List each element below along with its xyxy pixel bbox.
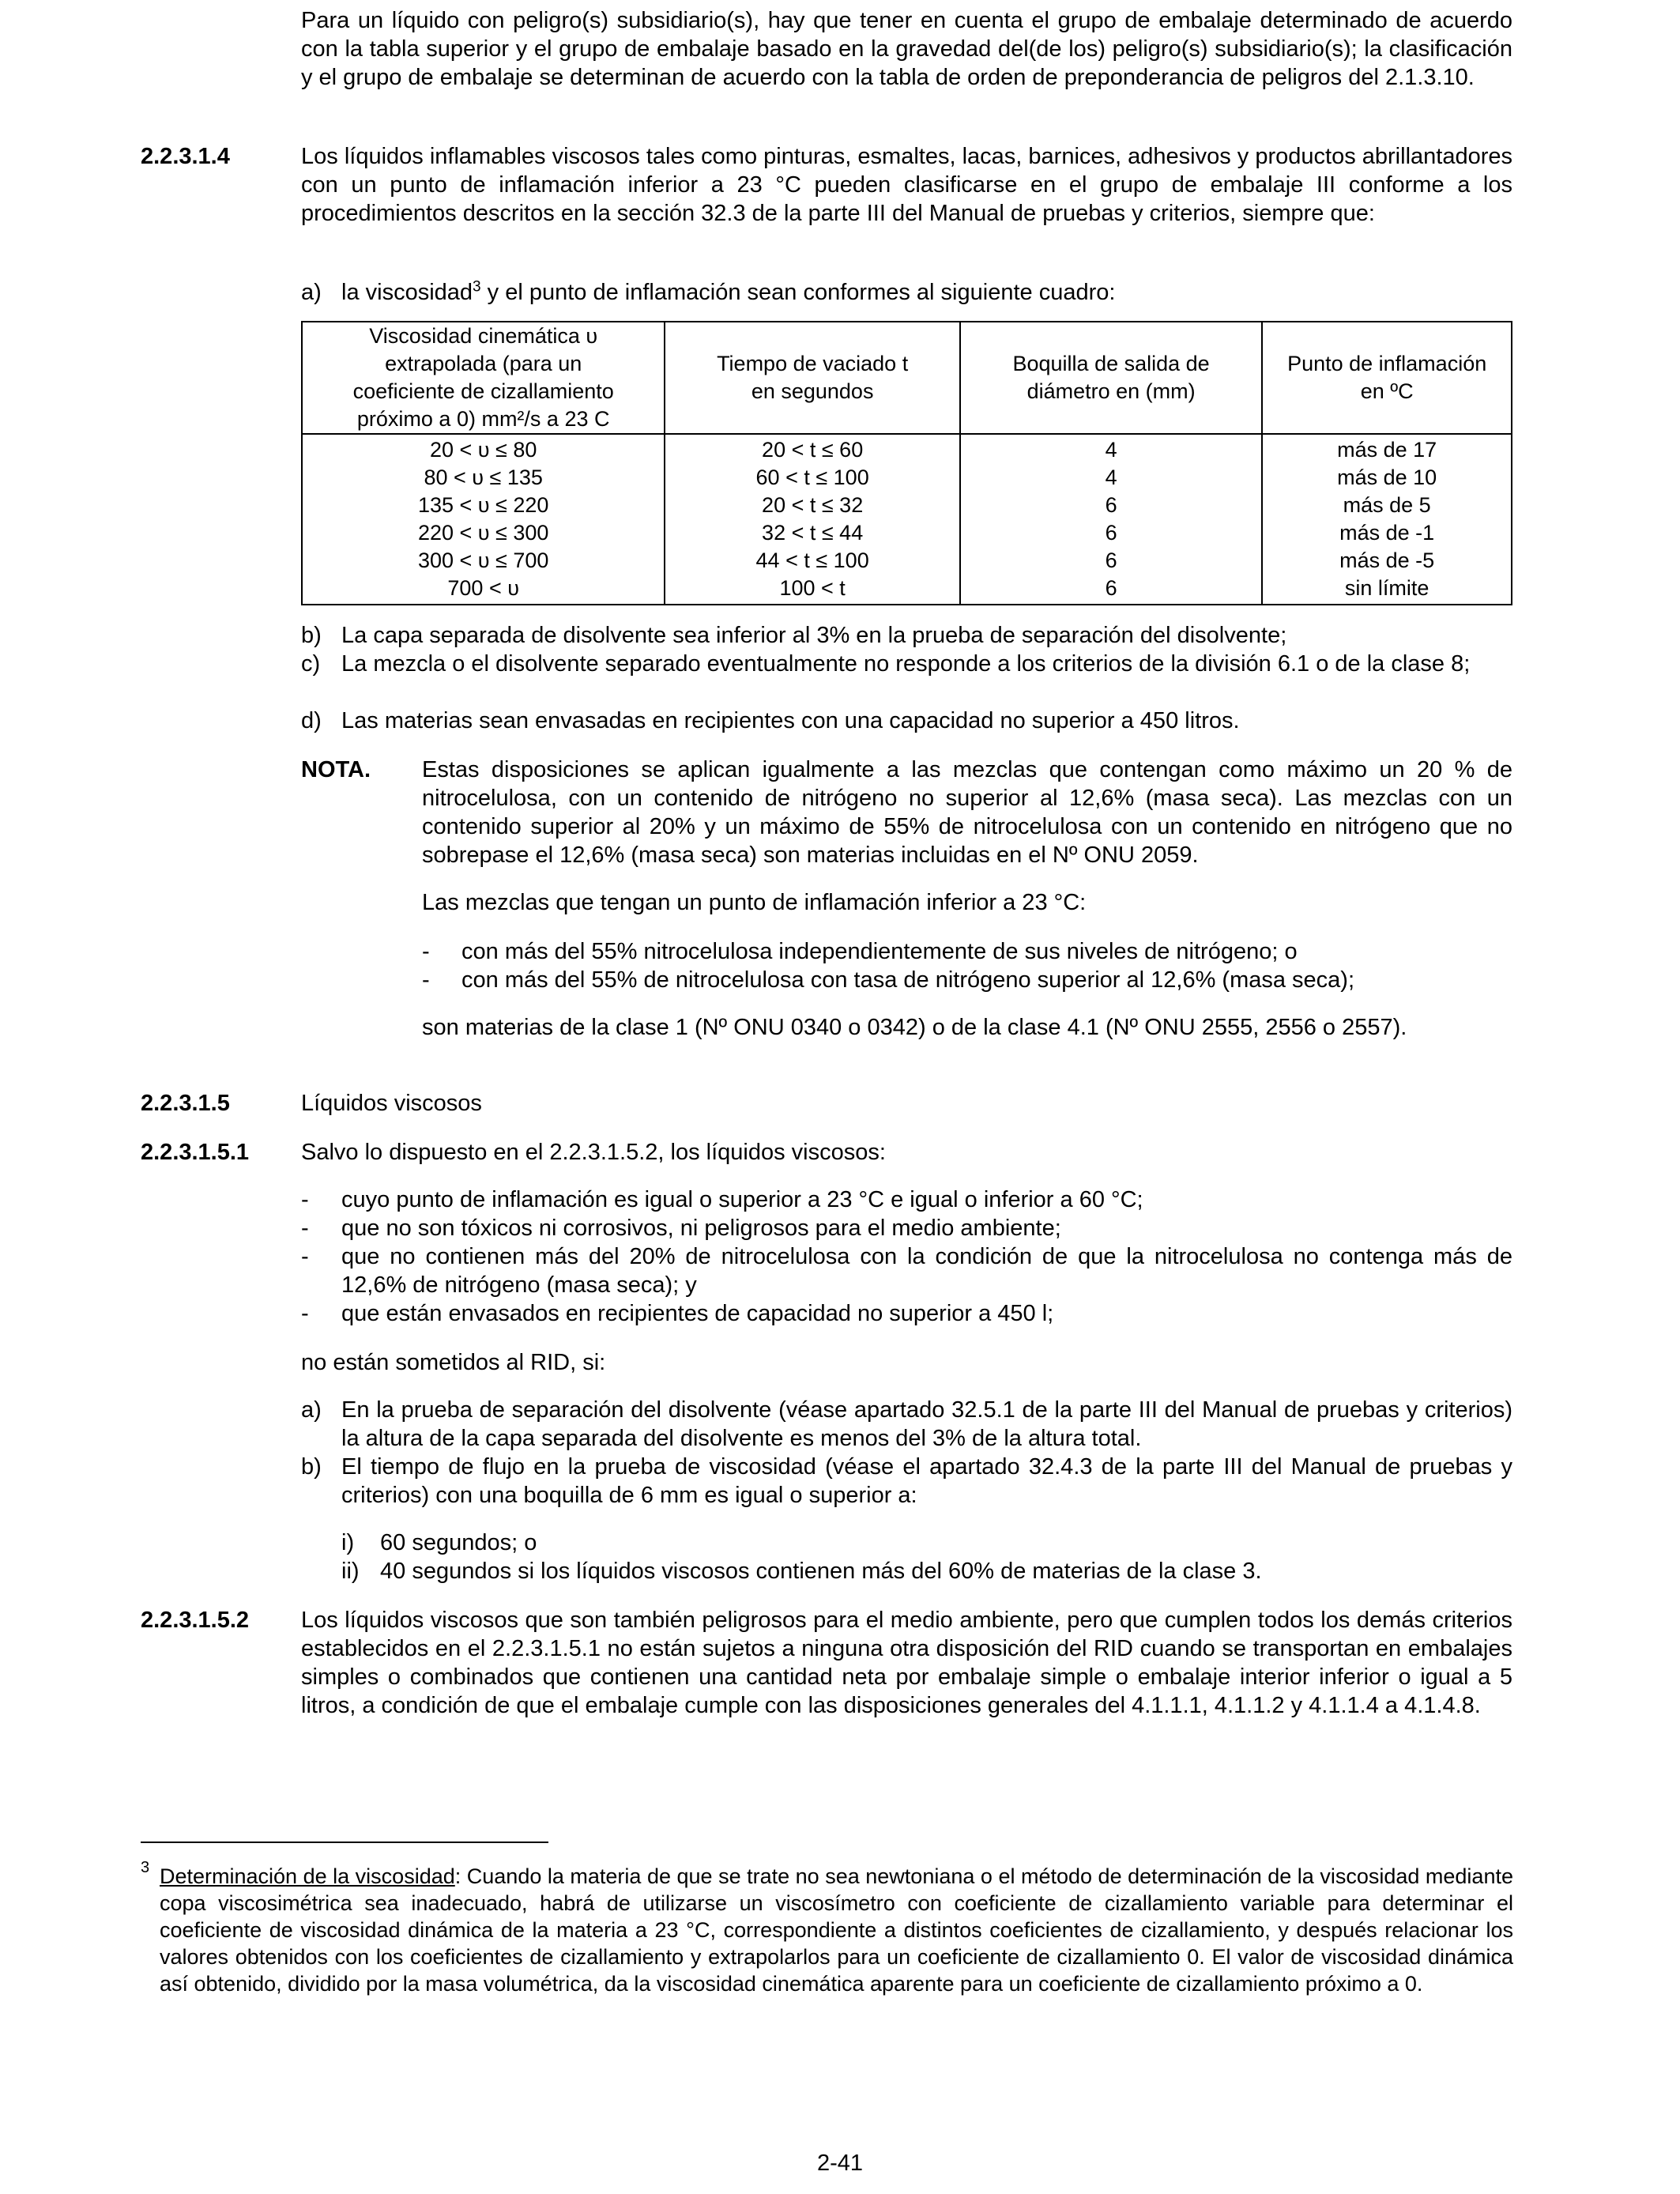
s51-sub-ii-marker: ii) bbox=[341, 1559, 360, 1584]
s51-dash-3: que no contienen más del 20% de nitrocelulosa con la condición de que la nitrocelulosa no contenga más de 12,6% de nitrógeno (masa seca); y bbox=[341, 1244, 1512, 1298]
section-number-2-2-3-1-4: 2.2.3.1.4 bbox=[141, 144, 230, 169]
s51-item-b-marker: b) bbox=[301, 1454, 322, 1480]
nozzle-values: 4 4 6 6 6 6 bbox=[960, 434, 1262, 605]
table-header-row bbox=[302, 322, 1512, 434]
s51-dash-4: que están envasados en recipientes de capacidad no superior a 450 l; bbox=[341, 1301, 1054, 1326]
page-number: 2-41 bbox=[816, 2151, 864, 2176]
flow-time-values: 20 < t ≤ 60 60 < t ≤ 100 20 < t ≤ 32 32 < t ≤ 44 44 < t ≤ 100 100 < t bbox=[665, 434, 959, 605]
header-flow-time: Tiempo de vaciado t en segundos bbox=[665, 322, 959, 434]
s51-sub-i-text: 60 segundos; o bbox=[380, 1530, 537, 1555]
s51-dash-2: que no son tóxicos ni corrosivos, ni peligrosos para el medio ambiente; bbox=[341, 1216, 1061, 1241]
item-b-text: La capa separada de disolvente sea inferior al 3% en la prueba de separación del disolvente; bbox=[341, 623, 1287, 648]
viscosity-table bbox=[301, 321, 1512, 605]
footnote-title: Determinación de la viscosidad bbox=[160, 1864, 455, 1888]
nota-paragraph-3: son materias de la clase 1 (Nº ONU 0340 o 0342) o de la clase 4.1 (Nº ONU 2555, 2556 o 2557). bbox=[422, 1015, 1407, 1040]
item-a-marker: a) bbox=[301, 280, 322, 305]
nota-label: NOTA. bbox=[301, 757, 371, 782]
s51-item-a-marker: a) bbox=[301, 1397, 322, 1423]
s51-item-b-text: El tiempo de flujo en la prueba de viscosidad (véase el apartado 32.4.3 de la parte III del Manual de pruebas y criterios) con una boquilla de 6 mm es igual o superior a: bbox=[341, 1454, 1512, 1508]
footnote-rule bbox=[141, 1842, 548, 1843]
s51-dash-4-marker: - bbox=[301, 1301, 309, 1326]
intro-paragraph: Para un líquido con peligro(s) subsidiario(s), hay que tener en cuenta el grupo de embalaje determinado de acuerdo con la tabla superior y el grupo de embalaje basado en la gravedad del(de los) peligro(s) subsidiario(s); la clasificación y el grupo de embalaje se determinan de acuerdo con la tabla de orden de preponderancia de peligros del 2.1.3.10. bbox=[301, 8, 1512, 90]
item-a-text bbox=[341, 278, 1512, 307]
nota-dash-1: con más del 55% nitrocelulosa independientemente de sus niveles de nitrógeno; o bbox=[461, 939, 1298, 964]
footnote bbox=[160, 1863, 1513, 1997]
section-number-2-2-3-1-5-2: 2.2.3.1.5.2 bbox=[141, 1608, 250, 1633]
nota-dash-2: con más del 55% de nitrocelulosa con tasa de nitrógeno superior al 12,6% (masa seca); bbox=[461, 967, 1355, 993]
s51-dash-2-marker: - bbox=[301, 1216, 309, 1241]
s51-paragraph-2: no están sometidos al RID, si: bbox=[301, 1350, 606, 1375]
item-a-post: y el punto de inflamación sean conformes al siguiente cuadro: bbox=[480, 280, 1116, 305]
header-viscosity: Viscosidad cinemática υ extrapolada (para un coeficiente de cizallamiento próximo a 0) mm²/s a 23 C bbox=[302, 322, 665, 434]
item-b-marker: b) bbox=[301, 623, 322, 648]
section-number-2-2-3-1-5: 2.2.3.1.5 bbox=[141, 1091, 230, 1116]
section-2-2-3-1-5-title: Líquidos viscosos bbox=[301, 1091, 482, 1116]
s51-dash-3-marker: - bbox=[301, 1244, 309, 1269]
item-c-text: La mezcla o el disolvente separado eventualmente no responde a los criterios de la división 6.1 o de la clase 8; bbox=[341, 651, 1471, 677]
footnote-mark: 3 bbox=[141, 1859, 150, 1876]
footnote-text: : Cuando la materia de que se trate no sea newtoniana o el método de determinación de la viscosidad mediante copa viscosimétrica sea inadecuado, habrá de utilizarse un viscosímetro con coeficiente de cizallamiento variable para determinar el coeficiente de viscosidad dinámica de la materia a 23 °C, correspondiente a distintos coeficientes de cizallamiento, y después relacionar los valores obtenidos con los coeficientes de cizallamiento y extrapolarlos para un coeficiente de cizallamiento 0. El valor de viscosidad dinámica así obtenido, dividido por la masa volumétrica, da la viscosidad cinemática aparente para un coeficiente de cizallamiento próximo a 0. bbox=[160, 1864, 1513, 1996]
s51-item-a-text: En la prueba de separación del disolvente (véase apartado 32.5.1 de la parte III del Manual de pruebas y criterios) la altura de la capa separada del disolvente es menos del 3% de la altura total. bbox=[341, 1397, 1512, 1451]
item-d-text: Las materias sean envasadas en recipientes con una capacidad no superior a 450 litros. bbox=[341, 708, 1240, 733]
nota-dash-2-marker: - bbox=[422, 967, 430, 993]
item-c-marker: c) bbox=[301, 651, 321, 677]
viscosity-values: 20 < υ ≤ 80 80 < υ ≤ 135 135 < υ ≤ 220 220 < υ ≤ 300 300 < υ ≤ 700 700 < υ bbox=[302, 434, 665, 605]
s51-sub-ii-text: 40 segundos si los líquidos viscosos contienen más del 60% de materias de la clase 3. bbox=[380, 1559, 1262, 1584]
nota-text: Estas disposiciones se aplican igualmente a las mezclas que contengan como máximo un 20 % de nitrocelulosa, con un contenido de nitrógeno no superior al 12,6% (masa seca). Las mezclas con un contenido superior al 20% y un máximo de 55% de nitrocelulosa con un contenido en nitrógeno que no sobrepase el 12,6% (masa seca) son materias incluidas en el Nº ONU 2059. bbox=[422, 757, 1512, 868]
footnote-ref: 3 bbox=[473, 278, 481, 296]
s51-dash-1-marker: - bbox=[301, 1187, 309, 1212]
item-d-marker: d) bbox=[301, 708, 322, 733]
s51-dash-1: cuyo punto de inflamación es igual o superior a 23 °C e igual o inferior a 60 °C; bbox=[341, 1187, 1143, 1212]
nota-dash-1-marker: - bbox=[422, 939, 430, 964]
section-2-2-3-1-5-2-text: Los líquidos viscosos que son también peligrosos para el medio ambiente, pero que cumplen todos los demás criterios establecidos en el 2.2.3.1.5.1 no están sujetos a ninguna otra disposición del RID cuando se transportan en embalajes simples o combinados que contienen una cantidad neta por embalaje simple o embalaje interior inferior o igual a 5 litros, a condición de que el embalaje cumple con las disposiciones generales del 4.1.1.1, 4.1.1.2 y 4.1.1.4 a 4.1.4.8. bbox=[301, 1608, 1512, 1718]
section-number-2-2-3-1-5-1: 2.2.3.1.5.1 bbox=[141, 1140, 250, 1165]
header-nozzle: Boquilla de salida de diámetro en (mm) bbox=[960, 322, 1262, 434]
table-body bbox=[302, 434, 1512, 605]
section-2-2-3-1-4-text: Los líquidos inflamables viscosos tales como pinturas, esmaltes, lacas, barnices, adhesivos y productos abrillantadores con un punto de inflamación inferior a 23 °C pueden clasificarse en el grupo de embalaje III conforme a los procedimientos descritos en la sección 32.3 de la parte III del Manual de pruebas y criterios, siempre que: bbox=[301, 144, 1512, 226]
flash-point-values: más de 17 más de 10 más de 5 más de -1 más de -5 sin límite bbox=[1262, 434, 1512, 605]
item-a-pre: la viscosidad bbox=[341, 280, 473, 305]
s51-sub-i-marker: i) bbox=[341, 1530, 355, 1555]
header-flash-point: Punto de inflamación en ºC bbox=[1262, 322, 1512, 434]
section-2-2-3-1-5-1-text: Salvo lo dispuesto en el 2.2.3.1.5.2, los líquidos viscosos: bbox=[301, 1140, 886, 1165]
nota-paragraph-2: Las mezclas que tengan un punto de inflamación inferior a 23 °C: bbox=[422, 890, 1087, 915]
